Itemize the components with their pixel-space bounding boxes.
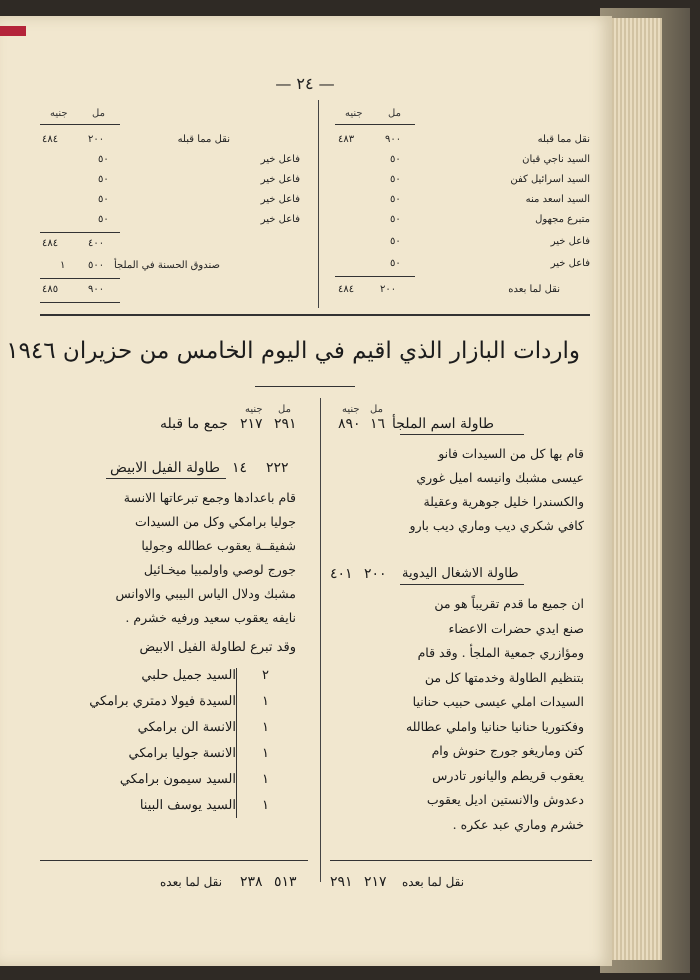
table-row: ٩٠٠ ٤٨٥ — [42, 284, 105, 295]
unit-pound-label: جنيه — [345, 108, 363, 119]
section-separator — [40, 314, 590, 316]
table-row: السيد ناجي قبان ٥٠ — [390, 154, 590, 165]
table-row: فاعل خير ٥٠ — [98, 154, 300, 165]
column-divider-top — [318, 100, 319, 308]
unit-pound-label: جنيه — [245, 404, 263, 415]
total-rule — [335, 276, 415, 277]
column-divider-bottom — [320, 398, 321, 882]
heading-underline — [106, 478, 226, 479]
paragraph: ان جميع ما قدم تقريباً هو من صنع ايدي حضرات الاعضاء ومؤازري جمعية الملجأ . وقد قام بتنظيم الطاولة وخدمتها كل من السيدات املي عيسى حبيب حنانيا وفكتوريا حنانيا حنانيا واملي عطالله كتن وماريغو جورج حنوش وام يعقوب قريطم واليانور تادرس دعدوش والانستين اديل يعقوب خشرم وماري عبد عكره . — [405, 596, 584, 832]
unit-mil-label: مل — [370, 404, 383, 415]
subtotal-rule — [40, 232, 120, 233]
list-item: السيد جميل حلبي ٢ — [141, 668, 269, 683]
double-rule — [40, 302, 120, 303]
right-donation-table — [330, 108, 590, 312]
list-item: الانسة الن برامكي ١ — [137, 720, 269, 735]
paragraph: قام بها كل من السيدات فانو عيسى مشبك وانيسه اميل غوري والكسندرا خليل جوهرية وعقيلة كافي شكري ديب وماري ديب بارو — [409, 446, 584, 533]
unit-pound-label: جنيه — [50, 108, 68, 119]
table-row: فاعل خير ٥٠ — [98, 194, 300, 205]
total-rule — [330, 860, 592, 861]
table-row: نقل مما قبله ٢٠٠ ٤٨٤ — [42, 134, 230, 145]
left-column: جنيه مل ٢٩١ ٢١٧ جمع ما قبله ٢٢٢ ١٤ طاولة الفيل الابيض قام باعدادها وجمع تبرعاتها الانسة جوليا برامكي وكل من السيدات شفيقــة يعقوب عطالله وجوليا جورج لوصي واولمبيا ميخـائيل مشبك ودلال الياس البيبي والاوانس نايفه يعقوب سعيد ورفيه خشرم . وقد تبرع لطاولة الفيل الابيض السيد جميل حلبي ٢ السيدة فيولا دمتري برامكي ١ الانسة الن برامكي ١ الانسة جوليا برامكي ١ السيد سيمون برامكي ١ السيد يوسف البينا ١ ٥١٣ ٢٣٨ نقل لما بعده — [40, 398, 308, 898]
donor-list — [40, 664, 308, 854]
table-row: صندوق الحسنة في الملجأ ٥٠٠ ١ — [60, 260, 220, 271]
paragraph: قام باعدادها وجمع تبرعاتها الانسة جوليا برامكي وكل من السيدات شفيقــة يعقوب عطالله وجوليا جورج لوصي واولمبيا ميخـائيل مشبك ودلال الياس البيبي والاوانس نايفه يعقوب سعيد ورفيه خشرم . — [115, 490, 296, 625]
list-item: السيدة فيولا دمتري برامكي ١ — [89, 694, 269, 709]
table-row: فاعل خير ٥٠ — [390, 258, 590, 269]
note-text: وقد تبرع لطاولة الفيل الابيض — [139, 640, 296, 655]
table-heading: طاولة الاشغال اليدوية — [402, 566, 519, 581]
table-row: فاعل خير ٥٠ — [98, 174, 300, 185]
table-row: نقل مما قبله ٩٠٠ ٤٨٣ — [338, 134, 590, 145]
total-rule — [40, 860, 308, 861]
unit-mil-label: مل — [92, 108, 105, 119]
bookmark-tag — [0, 26, 26, 36]
unit-pound-label: جنيه — [342, 404, 360, 415]
bazaar-title: واردات البازار الذي اقيم في اليوم الخامس من حزيران ١٩٤٦ — [6, 338, 580, 364]
page-edges — [606, 18, 662, 960]
list-item: السيد يوسف البينا ١ — [139, 798, 269, 813]
table-row: فاعل خير ٥٠ — [390, 236, 590, 247]
list-bracket — [236, 668, 237, 818]
unit-mil-label: مل — [278, 404, 291, 415]
table-row: السيد اسعد منه ٥٠ — [390, 194, 590, 205]
page-number: — ٢٤ — — [275, 74, 335, 93]
unit-mil-label: مل — [388, 108, 401, 119]
total-rule — [40, 278, 120, 279]
table-row: فاعل خير ٥٠ — [98, 214, 300, 225]
left-donation-table — [40, 108, 310, 312]
table-row: ٤٠٠ ٤٨٤ — [42, 238, 105, 249]
header-rule — [335, 124, 415, 125]
table-heading: طاولة اسم الملجأ — [392, 416, 494, 432]
list-item: السيد سيمون برامكي ١ — [119, 772, 269, 787]
table-heading: طاولة الفيل الابيض — [110, 460, 221, 476]
header-rule — [40, 124, 120, 125]
table-row: السيد اسرائيل كفن ٥٠ — [390, 174, 590, 185]
title-underline — [255, 386, 355, 387]
heading-underline — [400, 584, 524, 585]
list-item: الانسة جوليا برامكي ١ — [128, 746, 269, 761]
table-row: نقل لما بعده ٢٠٠ ٤٨٤ — [338, 284, 560, 295]
table-row: متبرع مجهول ٥٠ — [390, 214, 590, 225]
heading-underline — [400, 434, 524, 435]
right-column: جنيه مل ٨٩٠ ١٦ طاولة اسم الملجأ قام بها كل من السيدات فانو عيسى مشبك وانيسه اميل غوري والكسندرا خليل جوهرية وعقيلة كافي شكري ديب وماري ديب بارو ٤٠١ ٢٠٠ طاولة الاشغال اليدوية ان جميع ما قدم تقريباً هو من صنع ايدي حضرات الاعضاء ومؤازري جمعية الملجأ . وقد قام بتنظيم الطاولة وخدمتها كل من السيدات املي عيسى حبيب حنانيا وفكتوريا حنانيا حنانيا واملي عطالله كتن وماريغو جورج حنوش وام يعقوب قريطم واليانور تادرس دعدوش والانستين اديل يعقوب خشرم وماري عبد عكره . ٢٩١ ٢١٧ نقل لما بعده — [330, 398, 592, 898]
